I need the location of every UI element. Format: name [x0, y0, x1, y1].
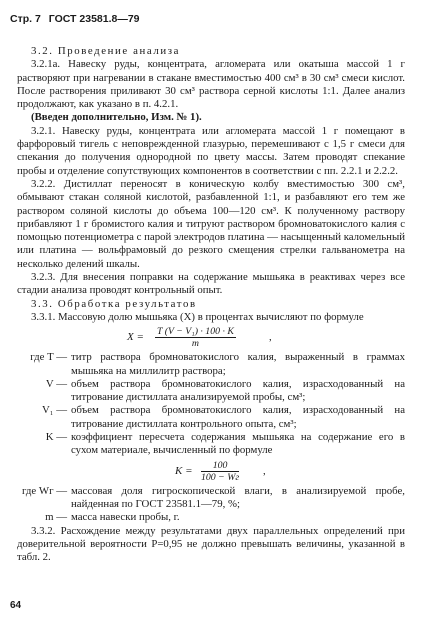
formula-k-numerator: 100 [201, 460, 239, 472]
formula-x-denominator: m [191, 338, 199, 350]
where-text: объем раствора бромноватокислого калия, израсходованный на титрование дистиллата анализируемой пробы, см³; [71, 377, 405, 404]
formula-k-lhs: K = [175, 464, 193, 477]
where-symbol [17, 485, 71, 512]
page-label: Стр. 7 [10, 13, 41, 25]
paragraph-3-3-2: 3.3.2. Расхождение между результатами двух параллельных определений при доверительной вероятности P=0,95 не должно превышать величины, указанной в табл. 2. [17, 524, 405, 564]
formula-x-fraction [155, 326, 236, 349]
where-text: титр раствора бромноватокислого калия, выраженный в граммах мышьяка на миллилитр раствора; [71, 351, 405, 377]
formula-x-lhs: X = [127, 331, 144, 344]
document-body [17, 45, 405, 564]
section-heading-3-3: 3.3. Обработка результатов [31, 297, 197, 310]
where-item [17, 351, 405, 378]
where-item [17, 431, 405, 458]
where-lead: где [30, 351, 45, 364]
formula-x [17, 326, 405, 350]
where-text: массовая доля гигроскопической влаги, в анализируемой пробе, найденная по ГОСТ 23581.1—79, %; [71, 484, 405, 510]
where-item [17, 485, 405, 512]
where-text: объем раствора бромноватокислого калия, израсходованный на титрование дистиллата контрольного опыта, см³; [71, 404, 405, 430]
where-symbol [17, 351, 71, 378]
paragraph-3-3-1: 3.3.1. Массовую долю мышьяка (X) в процентах вычисляют по формуле [31, 310, 364, 323]
section-heading-3-2: 3.2. Проведение анализа [31, 45, 180, 57]
where-item [17, 378, 405, 405]
formula-k [17, 460, 405, 484]
where-symbol: V — [45, 377, 67, 390]
where-text: коэффициент пересчета содержания мышьяка на содержание его в сухом материале, вычисленный по формуле [71, 431, 405, 457]
where-list-2 [17, 485, 405, 525]
where-symbol: m — [45, 511, 67, 524]
formula-x-tail: , [269, 331, 272, 344]
where-item [17, 511, 405, 524]
where-text: масса навески пробы, г. [71, 511, 180, 524]
formula-k-denominator: 100 − Wг [201, 471, 240, 483]
where-item [17, 404, 405, 431]
formula-x-numerator: T (V − V₁) · 100 · K [157, 326, 234, 338]
page-number: 64 [10, 600, 22, 611]
formula-k-tail: , [263, 464, 266, 477]
where-symbol: V₁ — [41, 404, 67, 417]
where-symbol-text: Wг — [38, 484, 67, 497]
where-lead: где [21, 484, 37, 497]
paragraph-3-2-2: 3.2.2. Дистиллат переносят в коническую колбу вместимостью 300 см³, обмывают стакан соляной кислотой, разбавленной 1:1, и разбавляют его тем же раствором соляной кислоты до объема 100—120 см³. К полученному раствору прибавляют 1 г бромистого калия и титруют раствором бромноватокислого калия с помощью потенциометра с парой электродов платина — насыщенный каломельный или платина — вольфрамовый до резкого смещения стрелки гальванометра на несколько делений шкалы. [17, 177, 405, 270]
where-symbol: K — [45, 431, 67, 444]
page-header [10, 13, 145, 26]
amendment-note: (Введен дополнительно, Изм. № 1). [31, 111, 202, 124]
where-symbol-text: T — [47, 351, 67, 364]
where-list-1 [17, 351, 405, 457]
paragraph-3-2-1: 3.2.1. Навеску руды, концентрата или агломерата массой 1 г помещают в фарфоровый тигель с неповрежденной глазурью, перемешивают с 1,5 г смеси для спекания до получения однородной по цвету массы. Затем проводят спекание пробы и отделение сопутствующих компонентов в соответствии с пп. 2.2.1 и 2.2.2. [17, 124, 405, 177]
paragraph-3-2-3: 3.2.3. Для внесения поправки на содержание мышьяка в реактивах через все стадии анализа проводят контрольный опыт. [17, 271, 405, 297]
standard-code: ГОСТ 23581.8—79 [48, 13, 140, 25]
paragraph-3-2-1a: 3.2.1а. Навеску руды, концентрата, агломерата или окатыша массой 1 г растворяют при нагревании в стакане вместимостью 400 см³ в 30 см³ смеси кислот. После растворения приливают 30 см³ раствора серной кислоты 1:1. Далее анализ продолжают, как указано в п. 4.2.1. [17, 58, 405, 111]
formula-k-fraction [201, 460, 239, 483]
